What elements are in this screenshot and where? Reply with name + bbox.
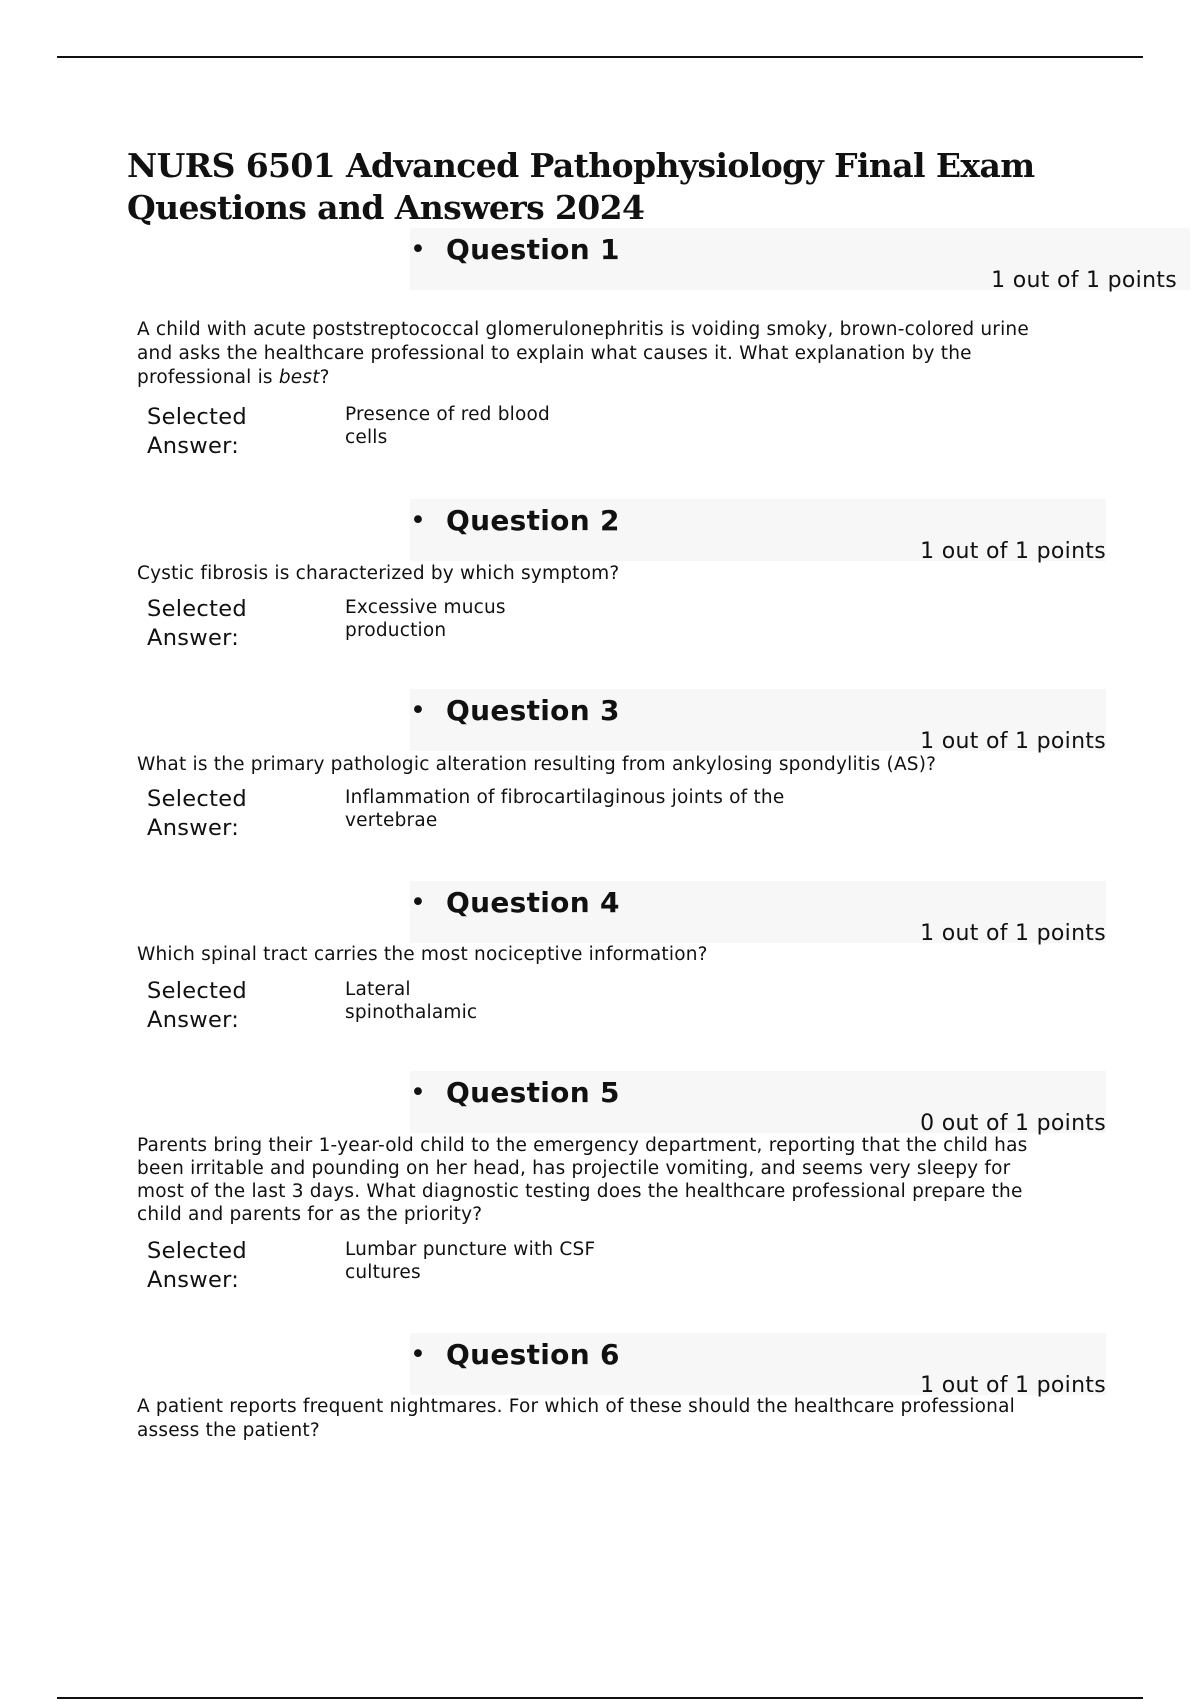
question-title: Question 1 [446, 233, 620, 266]
bullet: • [410, 1339, 426, 1370]
question-points: 1 out of 1 points [920, 539, 1106, 564]
selected-answer-label: Selected Answer: [147, 786, 247, 841]
selected-answer-label: Selected Answer: [147, 404, 247, 459]
question-text-part: ? [319, 367, 330, 388]
question-title: Question 3 [446, 694, 620, 727]
selected-answer: Inflammation of fibrocartilaginous joints of the vertebrae [345, 787, 785, 831]
selected-answer: Lumbar puncture with CSF cultures [345, 1239, 596, 1283]
question-text: Parents bring their 1-year-old child to the emergency department, reporting that the child has been irritable and pounding on her head, has projectile vomiting, and seems very sleepy for most of the last 3 days. What diagnostic testing does the healthcare professional prepare the child and parents for as the priority? [137, 1135, 1028, 1225]
question-header [410, 228, 1190, 293]
question-points: 1 out of 1 points [920, 921, 1106, 946]
bullet: • [410, 234, 426, 265]
question-title: Question 2 [446, 504, 620, 537]
question-title: Question 5 [446, 1076, 620, 1109]
question-header [410, 1333, 1106, 1398]
question-text-part: A child with acute poststreptococcal glomerulonephritis is voiding smoky, brown-colored urine and asks the healthcare professional to explain what causes it. What explanation by the professional is [137, 319, 1029, 388]
question-text: What is the primary pathologic alteration resulting from ankylosing spondylitis (AS)? [137, 754, 937, 775]
question-text: Cystic fibrosis is characterized by which symptom? [137, 563, 620, 584]
question-header [410, 689, 1106, 754]
question-header [410, 881, 1106, 946]
question-points: 1 out of 1 points [991, 268, 1177, 293]
question-points: 0 out of 1 points [920, 1111, 1106, 1136]
bullet: • [410, 695, 426, 726]
question-header [410, 1071, 1106, 1136]
question-points: 1 out of 1 points [920, 1373, 1106, 1398]
document-title: NURS 6501 Advanced Pathophysiology Final Exam Questions and Answers 2024 [127, 146, 1035, 227]
top-rule [57, 56, 1143, 58]
bullet: • [410, 887, 426, 918]
bottom-rule [57, 1697, 1143, 1699]
bullet: • [410, 1077, 426, 1108]
question-header [410, 499, 1106, 564]
selected-answer: Excessive mucus production [345, 597, 506, 641]
question-text [137, 318, 1037, 390]
selected-answer: Lateral spinothalamic [345, 979, 478, 1023]
selected-answer-label: Selected Answer: [147, 1238, 247, 1293]
question-text-emphasis: best [278, 367, 320, 388]
bullet: • [410, 505, 426, 536]
question-text: A patient reports frequent nightmares. For which of these should the healthcare professional assess the patient? [137, 1396, 1015, 1441]
selected-answer: Presence of red blood cells [345, 404, 550, 448]
question-title: Question 6 [446, 1338, 620, 1371]
selected-answer-label: Selected Answer: [147, 596, 247, 651]
question-title: Question 4 [446, 886, 620, 919]
selected-answer-label: Selected Answer: [147, 978, 247, 1033]
question-text: Which spinal tract carries the most nociceptive information? [137, 944, 708, 965]
question-points: 1 out of 1 points [920, 729, 1106, 754]
